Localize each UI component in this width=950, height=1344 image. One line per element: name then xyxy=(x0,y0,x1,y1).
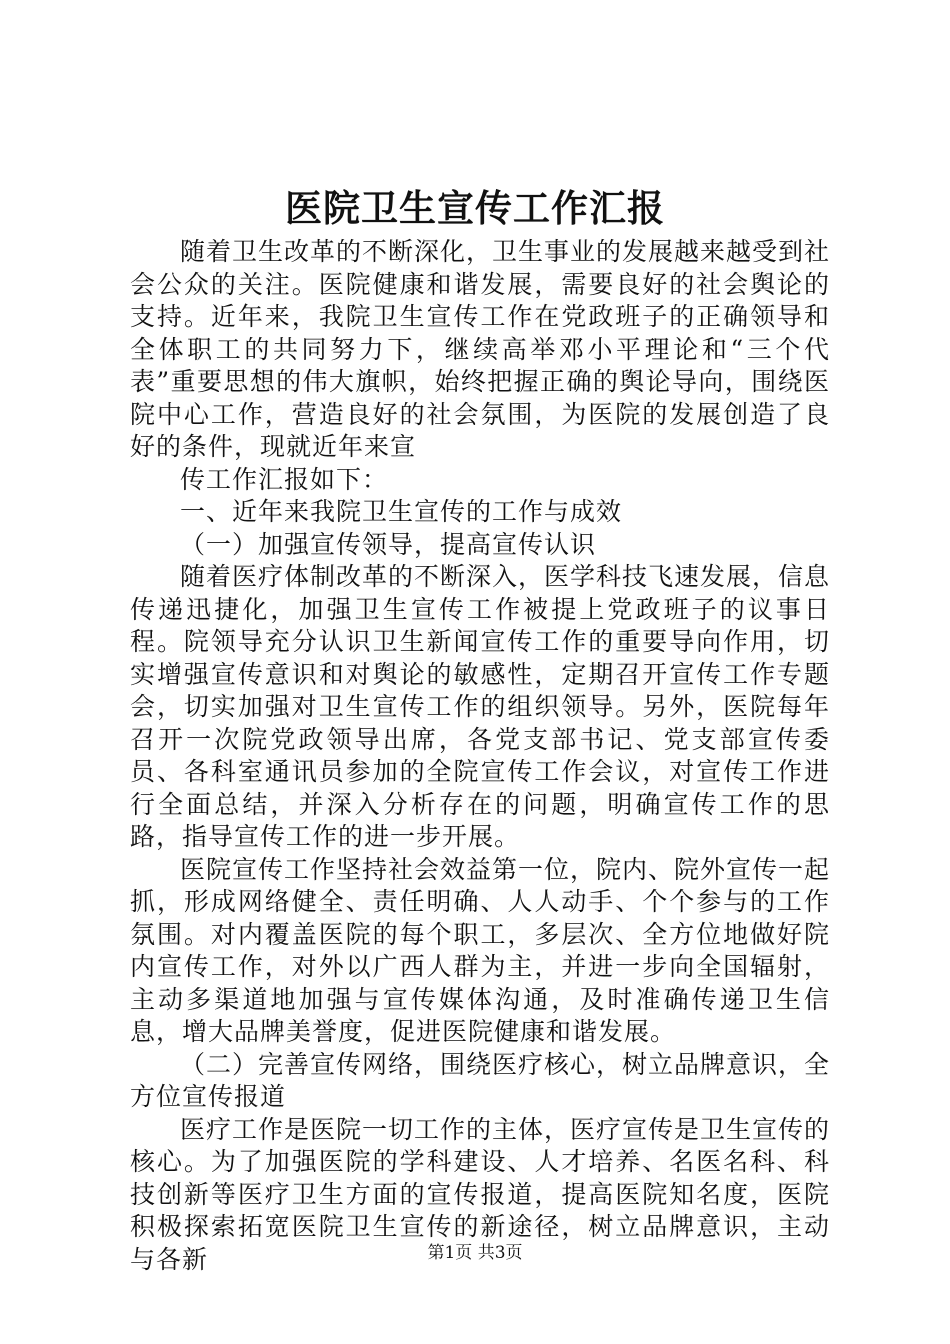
page-footer: 第1页 共3页 xyxy=(427,1243,523,1263)
paragraph-medical-core: 医疗工作是医院一切工作的主体，医疗宣传是卫生宣传的核心。为了加强医院的学科建设、人才培养、名医名科、科技创新等医疗卫生方面的宣传报道，提高医院知名度，医院积极探索拓宽医院卫生宣传的新途径，树立品牌意识，主动与各新 xyxy=(130,1114,831,1274)
paragraph-social-benefit: 医院宣传工作坚持社会效益第一位，院内、院外宣传一起抓，形成网络健全、责任明确、人人动手、个个参与的工作氛围。对内覆盖医院的每个职工，多层次、全方位地做好院内宣传工作，对外以广西人群为主，并进一步向全国辐射，主动多渠道地加强与宣传媒体沟通，及时准确传递卫生信息，增大品牌美誉度，促进医院健康和谐发展。 xyxy=(130,854,831,1046)
document-title: 医院卫生宣传工作汇报 xyxy=(285,186,665,230)
subsection-heading-1: （一）加强宣传领导，提高宣传认识 xyxy=(180,529,597,559)
paragraph-intro: 随着卫生改革的不断深化，卫生事业的发展越来越受到社会公众的关注。医院健康和谐发展，需要良好的社会舆论的支持。近年来，我院卫生宣传工作在党政班子的正确领导和全体职工的共同努力下，继续高举邓小平理论和“三个代表”重要思想的伟大旗帜，始终把握正确的舆论导向，围绕医院中心工作，营造良好的社会氛围，为医院的发展创造了良好的条件，现就近年来宣 xyxy=(130,237,831,461)
document-body xyxy=(130,236,830,1276)
section-heading-1: 一、近年来我院卫生宣传的工作与成效 xyxy=(180,497,623,526)
subsection-heading-2: （二）完善宣传网络，围绕医疗核心，树立品牌意识，全方位宣传报道 xyxy=(130,1049,831,1111)
paragraph-leadership: 随着医疗体制改革的不断深入，医学科技飞速发展，信息传递迅捷化，加强卫生宣传工作被提上党政班子的议事日程。院领导充分认识卫生新闻宣传工作的重要导向作用，切实增强宣传意识和对舆论的敏感性，定期召开宣传工作专题会，切实加强对卫生宣传工作的组织领导。另外，医院每年召开一次院党政领导出席，各党支部书记、党支部宣传委员、各科室通讯员参加的全院宣传工作会议，对宣传工作进行全面总结，并深入分析存在的问题，明确宣传工作的思路，指导宣传工作的进一步开展。 xyxy=(130,562,831,851)
paragraph-intro-continued: 传工作汇报如下： xyxy=(180,464,389,494)
